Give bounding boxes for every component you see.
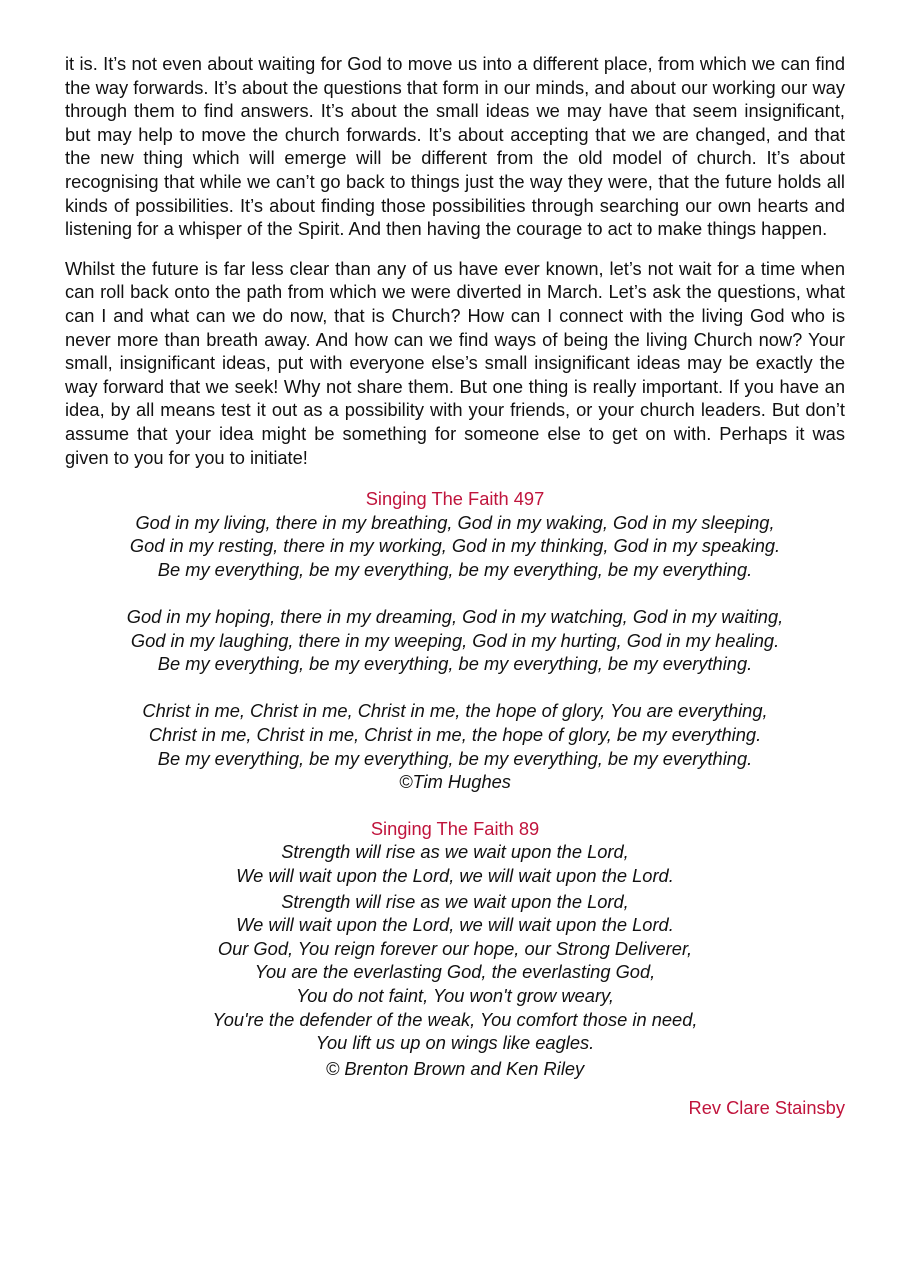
hymn-line: God in my resting, there in my working, God in my thinking, God in my speaking. <box>129 535 781 557</box>
hymn-497-verse-3 <box>65 699 845 770</box>
hymn-line: We will wait upon the Lord, we will wait upon the Lord. <box>236 865 674 886</box>
hymn-89 <box>65 817 845 1081</box>
hymn-line: Be my everything, be my everything, be my everything, be my everything. <box>157 747 753 769</box>
article <box>65 52 845 1120</box>
paragraph-2: Whilst the future is far less clear than any of us have ever known, let’s not wait for a time when can roll back onto the path from which we were diverted in March. Let’s ask the questions, what can I and what can we do now, that is Church? How can I connect with the living God who is never more than breath away. And how can we find ways of being the living Church now? Your small, insignificant ideas, put with everyone else’s small insignificant ideas may be exactly the way forward that we seek! Why not share them. But one thing is really important. If you have an idea, by all means test it out as a possibility with your friends, or your church leaders. But don’t assume that your idea might be something for someone else to get on with. Perhaps it was given to you for you to initiate! <box>65 257 845 468</box>
hymn-line: Christ in me, Christ in me, Christ in me, the hope of glory, You are everything, <box>142 700 768 722</box>
hymn-line: Christ in me, Christ in me, Christ in me, the hope of glory, be my everything. <box>148 724 762 746</box>
hymn-497-title: Singing The Faith 497 <box>365 488 545 510</box>
hymn-497 <box>65 487 845 794</box>
paragraph-1: it is. It’s not even about waiting for God to move us into a different place, from which we can find the way forwards. It’s about the questions that form in our minds, and about our working our way through them to find answers. It’s about the small ideas we may have that seem insignificant, but may help to move the church forwards. It’s about accepting that we are changed, and that the new thing which will emerge will be different from the old model of church. It’s about recognising that while we can’t go back to things just the way they were, that the future holds all kinds of possibilities. It’s about finding those possibilities through searching our own hearts and listening for a whisper of the Spirit. And then having the courage to act to make things happen. <box>65 53 845 240</box>
hymn-line: Strength will rise as we wait upon the Lord, <box>281 841 629 863</box>
hymn-line: God in my hoping, there in my dreaming, God in my watching, God in my waiting, <box>126 606 784 628</box>
hymn-497-verse-2 <box>65 605 845 676</box>
hymn-line: Be my everything, be my everything, be my everything, be my everything. <box>157 558 753 580</box>
hymn-line: God in my living, there in my breathing, God in my waking, God in my sleeping, <box>135 511 775 533</box>
hymn-line: God in my laughing, there in my weeping, God in my hurting, God in my healing. <box>130 629 780 651</box>
hymn-89-copyright: © Brenton Brown and Ken Riley <box>325 1057 585 1079</box>
hymn-497-copyright: ©Tim Hughes <box>399 771 511 793</box>
hymn-line: You do not faint, You won't grow weary, <box>296 984 614 1006</box>
hymn-497-verse-1 <box>65 511 845 582</box>
hymn-line: Strength will rise as we wait upon the Lord, <box>281 890 629 912</box>
author-signature: Rev Clare Stainsby <box>688 1097 845 1119</box>
hymn-line: You're the defender of the weak, You comfort those in need, <box>212 1008 698 1030</box>
hymn-line: Be my everything, be my everything, be my everything, be my everything. <box>157 653 753 675</box>
hymn-line: You are the everlasting God, the everlasting God, <box>254 961 656 983</box>
hymn-line: Our God, You reign forever our hope, our Strong Deliverer, <box>217 937 693 959</box>
hymn-89-title: Singing The Faith 89 <box>370 817 540 839</box>
hymn-line: You lift us up on wings like eagles. <box>315 1032 595 1054</box>
hymn-line: We will wait upon the Lord, we will wait upon the Lord. <box>236 914 674 936</box>
